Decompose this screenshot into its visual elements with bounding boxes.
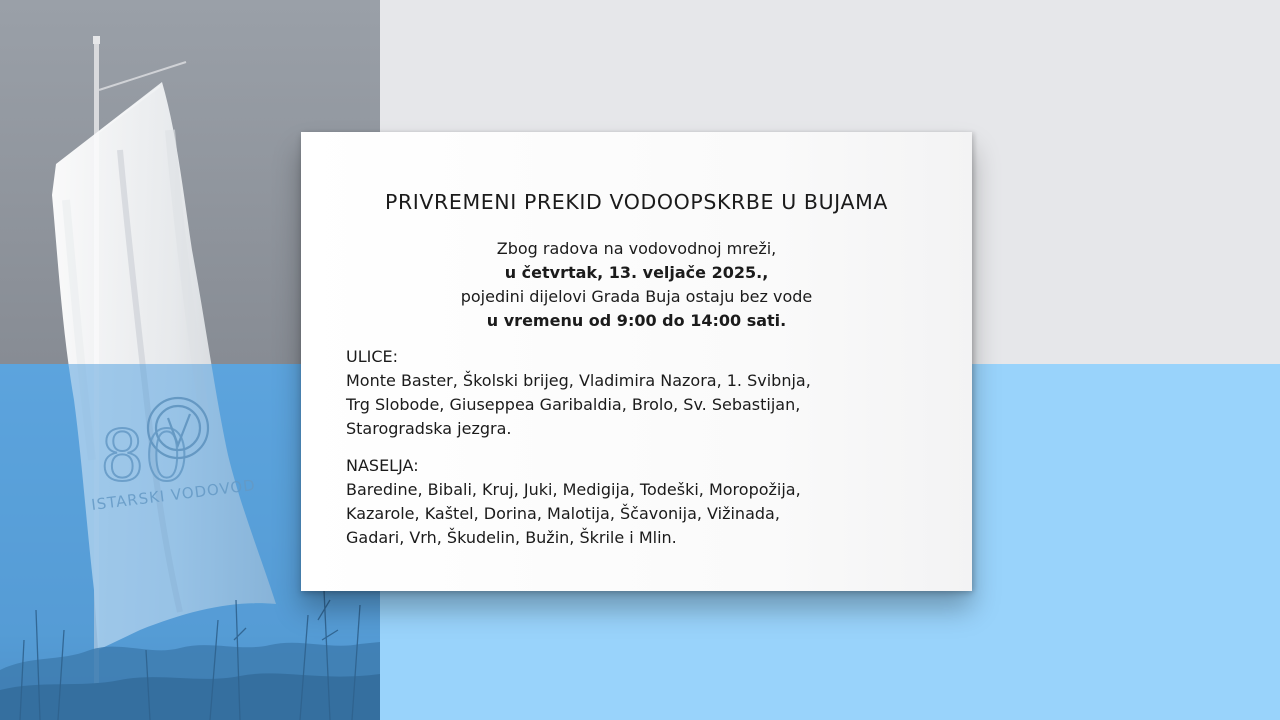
streets-line: Starogradska jezgra. — [346, 419, 512, 438]
streets-heading: ULICE: — [346, 347, 399, 366]
streets-section — [346, 345, 811, 441]
streets-line: Trg Slobode, Giuseppea Garibaldia, Brolo, Sv. Sebastijan, — [346, 395, 801, 414]
notice-intro — [301, 237, 972, 333]
intro-time: u vremenu od 9:00 do 14:00 sati. — [486, 311, 787, 330]
intro-affected: pojedini dijelovi Grada Buja ostaju bez vode — [460, 287, 813, 306]
villages-section — [346, 454, 801, 550]
villages-heading: NASELJA: — [346, 456, 419, 475]
intro-reason: Zbog radova na vodovodnoj mreži, — [496, 239, 777, 258]
notice-title: PRIVREMENI PREKID VODOOPSKRBE U BUJAMA — [384, 190, 889, 214]
villages-line: Gadari, Vrh, Škudelin, Bužin, Škrile i Mlin. — [346, 528, 677, 547]
streets-line: Monte Baster, Školski brijeg, Vladimira Nazora, 1. Svibnja, — [346, 371, 811, 390]
notice-card — [301, 132, 972, 591]
villages-line: Baredine, Bibali, Kruj, Juki, Medigija, Todeški, Moropožija, — [346, 480, 801, 499]
intro-date: u četvrtak, 13. veljače 2025., — [504, 263, 769, 282]
villages-line: Kazarole, Kaštel, Dorina, Malotija, Ščavonija, Vižinada, — [346, 504, 780, 523]
